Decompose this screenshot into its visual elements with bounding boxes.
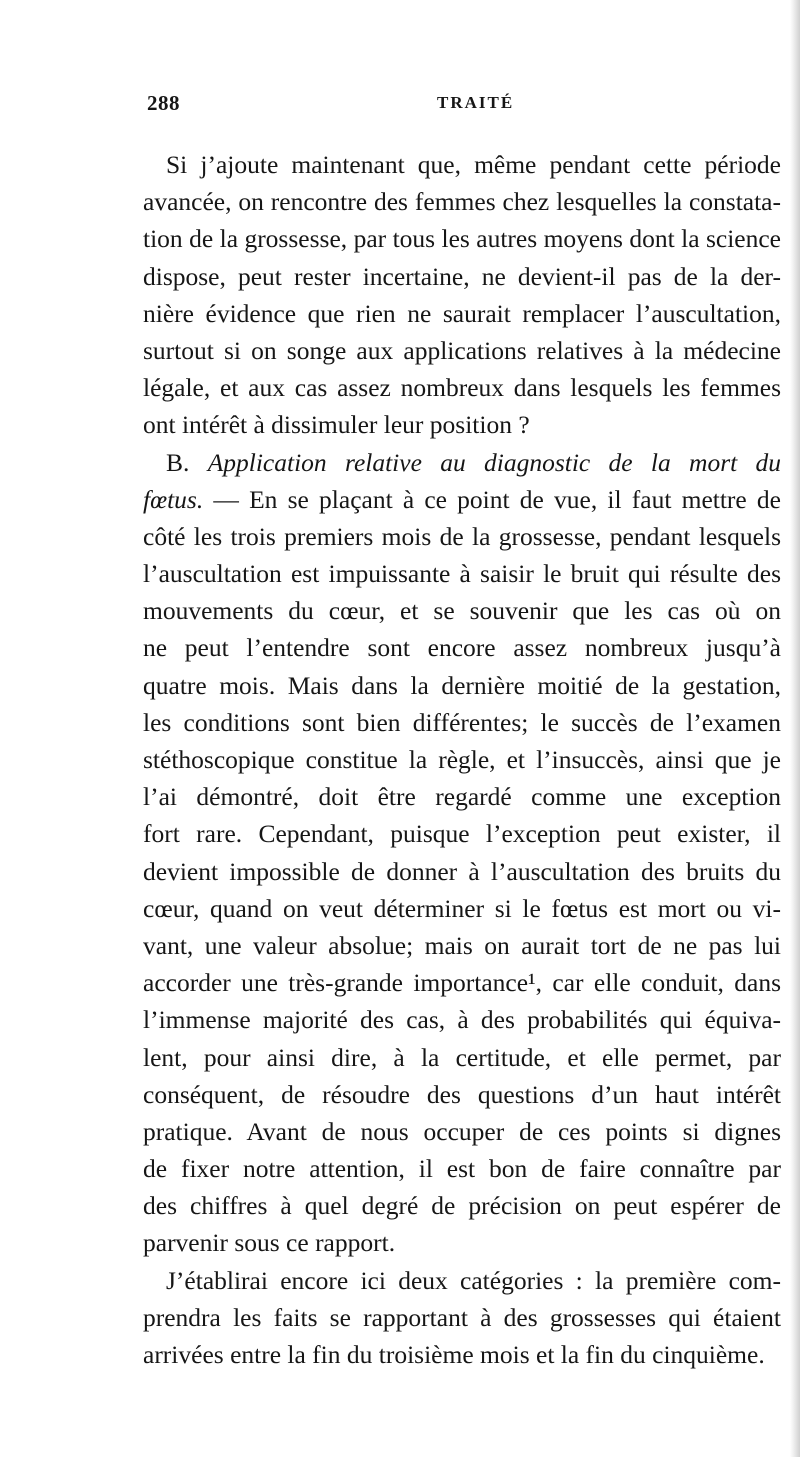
text-line: surtout si on songe aux applications relatives à la médecine <box>143 335 781 365</box>
section-marker: B. <box>166 447 190 477</box>
text-line: l’ai démontré, doit être regardé comme une exception <box>143 782 781 812</box>
text-line: prendra les faits se rapportant à des grossesses qui étaient <box>143 1302 781 1332</box>
text-line: parvenir sous ce rapport. <box>143 1228 396 1258</box>
running-title: TRAITÉ <box>437 93 515 112</box>
text-line: pratique. Avant de nous occuper de ces points si dignes <box>143 1116 781 1146</box>
text-line: dispose, peut rester incertaine, ne devient-il pas de la der- <box>143 261 781 291</box>
text-line: lent, pour ainsi dire, à la certitude, et elle permet, par <box>143 1042 781 1072</box>
text-line: l’auscultation est impuissante à saisir le bruit qui résulte des <box>143 559 781 589</box>
text-line: devient impossible de donner à l’auscultation des bruits du <box>143 856 781 886</box>
section-heading-continued: fœtus. <box>143 484 204 514</box>
text-line <box>143 481 781 518</box>
text-line: de fixer notre attention, il est bon de faire connaître par <box>143 1154 781 1184</box>
page-edge <box>790 0 800 1457</box>
text-line: Si j’ajoute maintenant que, même pendant cette période <box>166 150 781 179</box>
section-heading: Application relative au diagnostic de la mort du <box>207 447 781 477</box>
page-number: 288 <box>147 91 180 115</box>
text-line: côté les trois premiers mois de la grossesse, pendant lesquels <box>143 521 781 551</box>
text-line: quatre mois. Mais dans la dernière moitié de la gestation, <box>143 670 781 700</box>
text-line: cœur, quand on veut déterminer si le fœtus est mort ou vi- <box>143 893 781 923</box>
text-line: ont intérêt à dissimuler leur position ? <box>143 410 530 440</box>
text-line: fort rare. Cependant, puisque l’exception peut exister, il <box>143 819 781 849</box>
text-line: vant, une valeur absolue; mais on aurait tort de ne pas lui <box>143 930 781 960</box>
text-line: les conditions sont bien différentes; le succès de l’examen <box>143 707 781 737</box>
text-line: légale, et aux cas assez nombreux dans lesquels les femmes <box>143 373 781 403</box>
text-line: mouvements du cœur, et se souvenir que les cas où on <box>143 596 781 626</box>
text-line: J’établirai encore ici deux catégories : la première com- <box>166 1265 781 1295</box>
text-run: — En se plaçant à ce point de vue, il faut mettre de <box>203 484 781 514</box>
text-line: avancée, on rencontre des femmes chez lesquelles la constata- <box>143 187 781 217</box>
text-line: des chiffres à quel degré de précision on peut espérer de <box>143 1191 781 1221</box>
text-line: ne peut l’entendre sont encore assez nombreux jusqu’à <box>143 633 781 663</box>
text-line: accorder une très-grande importance¹, car elle conduit, dans <box>143 968 781 998</box>
text-line: stéthoscopique constitue la règle, et l’insuccès, ainsi que je <box>143 745 781 774</box>
text-line: tion de la grossesse, par tous les autres moyens dont la science <box>143 224 781 254</box>
text-line: conséquent, de résoudre des questions d’un haut intérêt <box>143 1079 781 1109</box>
body-text <box>143 146 781 1373</box>
text-line: arrivées entre la fin du troisième mois et la fin du cinquième. <box>143 1340 765 1369</box>
text-line: nière évidence que rien ne saurait remplacer l’auscultation, <box>143 298 781 328</box>
text-line: l’immense majorité des cas, à des probabilités qui équiva- <box>143 1005 781 1035</box>
running-header <box>147 91 787 131</box>
section-heading-line <box>143 444 781 481</box>
